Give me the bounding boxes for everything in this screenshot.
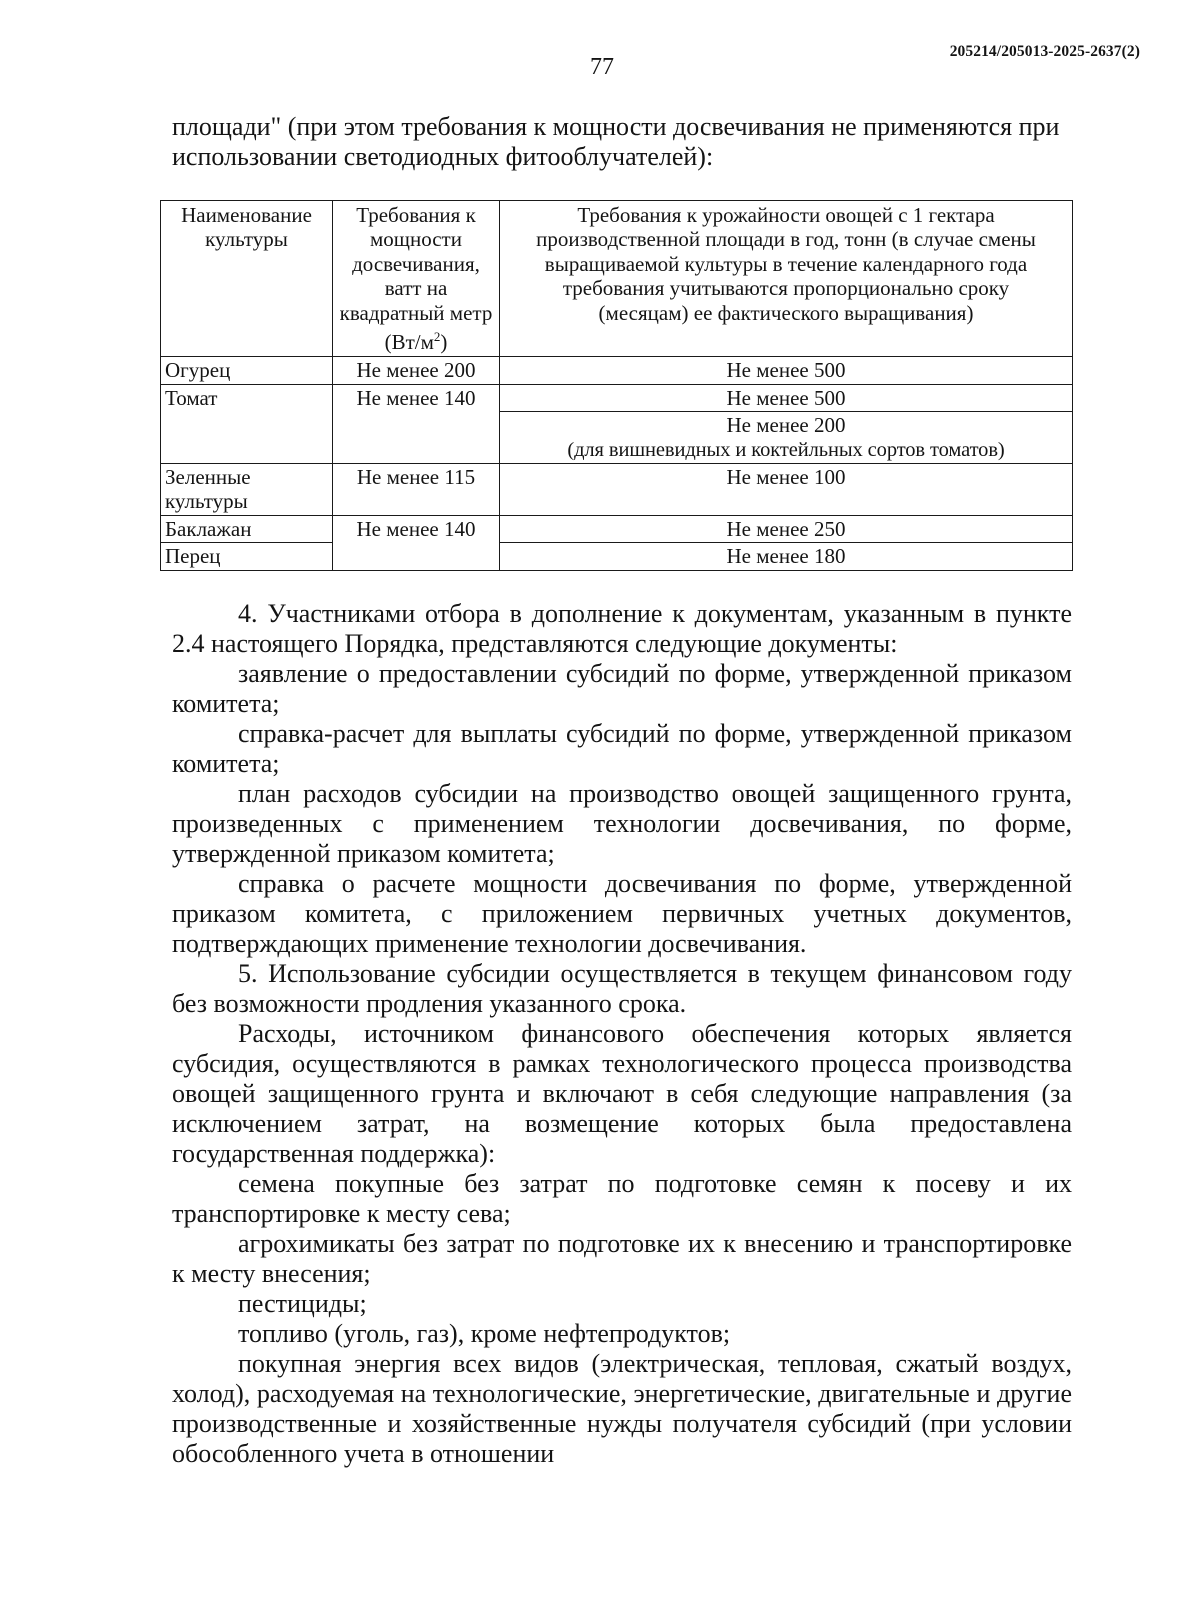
header-yield: Требования к урожайности овощей с 1 гектара производственной площади в год, тонн (в случае смены выращиваемой культуры в течение календарного года требования учитываются пропорционально сроку (месяцам) ее фактического выращивания) (500, 201, 1073, 357)
yield-cell: Не менее 180 (500, 543, 1073, 570)
document-id: 205214/205013-2025-2637(2) (949, 43, 1140, 60)
culture-cell: Томат (161, 384, 333, 463)
header-power-text: Требования к мощности досвечивания, ватт на квадратный метр (Вт/м (339, 203, 493, 355)
paragraph: справка-расчет для выплаты субсидий по форме, утвержденной приказом комитета; (172, 719, 1072, 778)
intro-paragraph (172, 112, 1072, 172)
paragraph: топливо (уголь, газ), кроме нефтепродуктов; (238, 1319, 731, 1348)
paragraph: агрохимикаты без затрат по подготовке их к внесению и транспортировке к месту внесения; (172, 1229, 1072, 1288)
table-row (161, 543, 1073, 570)
header-power-end: ) (440, 330, 448, 355)
culture-cell: Перец (161, 543, 333, 570)
power-cell: Не менее 200 (333, 357, 500, 384)
header-power-sup: 2 (433, 329, 441, 345)
paragraph: заявление о предоставлении субсидий по форме, утвержденной приказом комитета; (172, 659, 1072, 718)
header-culture: Наименование культуры (161, 201, 333, 357)
intro-text: площади" (при этом требования к мощности досвечивания не применяются при использовании светодиодных фитооблучателей): (172, 112, 1060, 171)
table-row (161, 515, 1073, 542)
yield-cell: Не менее 500 (500, 357, 1073, 384)
culture-cell: Зеленные культуры (161, 464, 333, 516)
power-cell: Не менее 140 (333, 515, 500, 570)
paragraph: справка о расчете мощности досвечивания по форме, утвержденной приказом комитета, с приложением первичных учетных документов, подтверждающих применение технологии досвечивания. (172, 869, 1072, 958)
paragraph: 5. Использование субсидии осуществляется в текущем финансовом году без возможности продления указанного срока. (172, 959, 1072, 1018)
table-row (161, 357, 1073, 384)
paragraph: Расходы, источником финансового обеспечения которых является субсидия, осуществляются в рамках технологического процесса производства овощей защищенного грунта и включают в себя следующие направления (за исключением затрат, на возмещение которых была предоставлена государственная поддержка): (172, 1019, 1072, 1168)
power-cell: Не менее 115 (333, 464, 500, 516)
requirements-table (160, 200, 1073, 571)
table-header-row (161, 201, 1073, 357)
table-row (161, 464, 1073, 516)
power-cell: Не менее 140 (333, 384, 500, 463)
paragraph: пестициды; (238, 1289, 367, 1318)
paragraph: покупная энергия всех видов (электрическая, тепловая, сжатый воздух, холод), расходуемая на технологические, энергетические, двигательные и другие производственные и хозяйственные нужды получателя субсидий (при условии обособленного учета в отношении (172, 1349, 1072, 1468)
page-number: 77 (590, 54, 614, 80)
culture-cell: Огурец (161, 357, 333, 384)
culture-cell: Баклажан (161, 515, 333, 542)
main-text (172, 599, 1072, 1469)
yield-cell: Не менее 100 (500, 464, 1073, 516)
paragraph: семена покупные без затрат по подготовке семян к посеву и их транспортировке к месту сева; (172, 1169, 1072, 1228)
yield-note: (для вишневидных и коктейльных сортов томатов) (567, 438, 1005, 461)
paragraph: 4. Участниками отбора в дополнение к документам, указанным в пункте 2.4 настоящего Порядка, представляются следующие документы: (172, 599, 1072, 658)
yield-value: Не менее 200 (726, 413, 846, 438)
yield-cell: Не менее 250 (500, 515, 1073, 542)
paragraph: план расходов субсидии на производство овощей защищенного грунта, произведенных с применением технологии досвечивания, по форме, утвержденной приказом комитета; (172, 779, 1072, 868)
yield-cell: Не менее 500 (500, 384, 1073, 411)
yield-cell-cherry (500, 412, 1073, 464)
header-power (333, 201, 500, 357)
table-row (161, 384, 1073, 411)
